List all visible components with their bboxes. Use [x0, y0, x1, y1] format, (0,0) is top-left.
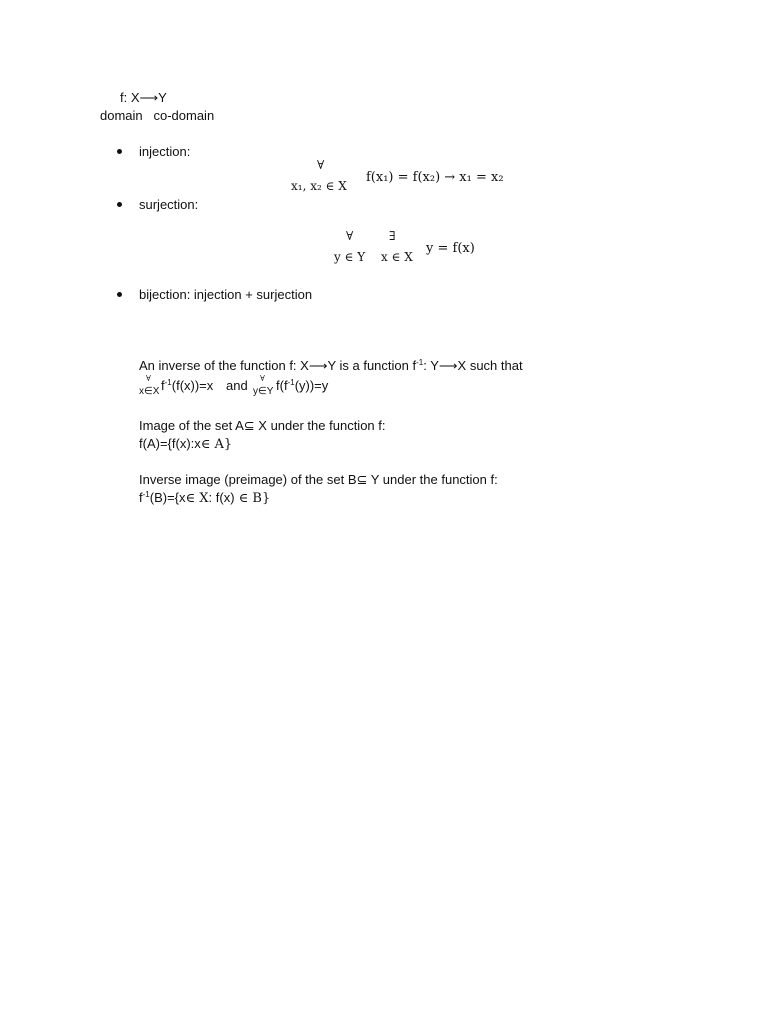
expr1-b: (f(x))=x — [171, 378, 214, 393]
preimage-formula — [139, 490, 270, 506]
expr1-sup: -1 — [164, 378, 172, 387]
surjection-forall-domain: y ∈ Y — [334, 250, 366, 264]
inverse-expression-1 — [161, 378, 213, 393]
preimage-definition: Inverse image (preimage) of the set B⊆ Y under the function f: — [139, 472, 498, 487]
surjection-forall: ∀ — [346, 229, 354, 243]
preimage-b: (B)={x — [149, 490, 186, 505]
inverse-text-a: An inverse of the function f: X⟶Y is a function f — [139, 358, 417, 373]
preimage-e: ∈ B} — [234, 491, 271, 506]
preimage-f: f — [139, 490, 143, 505]
bullet-surjection — [117, 202, 122, 207]
inverse-q2-domain: y∈Y — [253, 386, 274, 397]
inverse-text-b: : Y⟶X such that — [423, 358, 523, 373]
function-mapping: f: X⟶Y — [120, 90, 167, 105]
inverse-q1-forall: ∀ — [146, 374, 151, 383]
preimage-sup: -1 — [142, 490, 150, 499]
image-definition: Image of the set A⊆ X under the function f: — [139, 418, 386, 433]
inverse-and: and — [226, 378, 248, 393]
image-formula-b: ∈ A} — [200, 437, 233, 452]
inverse-expression-2 — [276, 378, 328, 393]
surjection-exists: ∃ — [389, 229, 396, 243]
injection-quantifier-domain: x₁, x₂ ∈ X — [291, 179, 347, 193]
surjection-label: surjection: — [139, 197, 199, 212]
expr2-a: f(f — [276, 378, 288, 393]
injection-label: injection: — [139, 144, 191, 159]
expr2-sup: -1 — [287, 378, 295, 387]
expr2-b: (y))=y — [294, 378, 329, 393]
inverse-sup: -1 — [416, 358, 424, 367]
surjection-exists-domain: x ∈ X — [381, 250, 413, 264]
image-formula — [139, 436, 232, 452]
domain-codomain-labels: domain co-domain — [100, 108, 215, 123]
preimage-c: ∈ X — [185, 491, 209, 506]
inverse-definition — [139, 358, 523, 374]
injection-formula: f(x₁) = f(x₂) → x₁ = x₂ — [366, 170, 504, 185]
image-formula-a: f(A)={f(x):x — [139, 436, 201, 451]
surjection-formula: y = f(x) — [426, 241, 475, 256]
inverse-q1-domain: x∈X — [139, 386, 160, 397]
preimage-d: : f(x) — [208, 490, 235, 505]
bullet-injection — [117, 149, 122, 154]
expr1-a: f — [161, 378, 165, 393]
injection-forall: ∀ — [317, 158, 325, 172]
bijection-label: bijection: injection + surjection — [139, 287, 313, 302]
bullet-bijection — [117, 292, 122, 297]
inverse-q2-forall: ∀ — [260, 374, 265, 383]
